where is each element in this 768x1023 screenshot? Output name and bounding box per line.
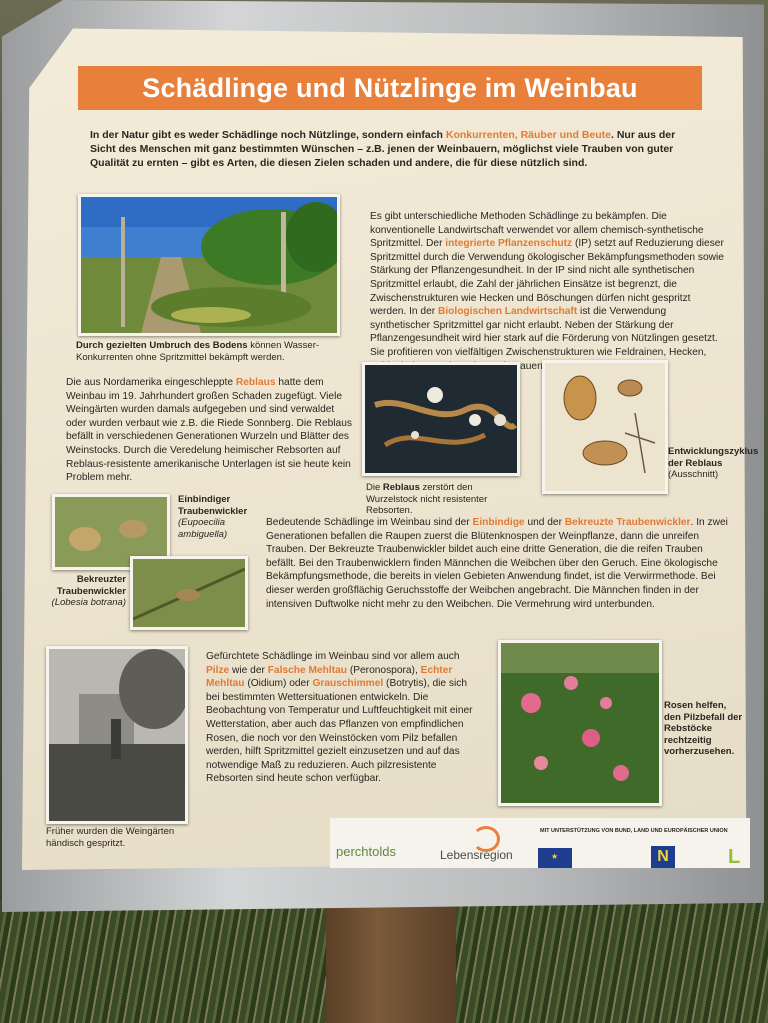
methods-p1: Es gibt unterschiedliche Methoden Schädlinge zu bekämpfen. Die konventionelle Landwirtschaft verwendet vor allem chemisch-synthetische Spritzmittel. Der — [370, 211, 704, 250]
wooden-post — [326, 905, 456, 1023]
caption-old: Früher wurden die Weingärten händisch gespritzt. — [46, 826, 175, 849]
perchtolds-logo: perchtolds — [336, 844, 396, 859]
pilze-text — [206, 650, 482, 786]
methods-hl-ip: integrierte Pflanzenschutz — [445, 238, 573, 250]
bekreuzter-wickler-photo — [130, 556, 248, 630]
caption-cycle-bold: Entwicklungszyklus der Reblaus — [668, 446, 759, 469]
support-text: MIT UNTERSTÜTZUNG VON BUND, LAND UND EUROPÄISCHER UNION — [540, 828, 728, 834]
reblaus-text — [66, 376, 352, 485]
caption-soil-rest: können Wasser-Konkurrenten ohne Spritzmittel bekämpft werden. — [76, 340, 320, 363]
pilze-hl3: Echter Mehltau — [206, 664, 453, 690]
pilze-p2: wie der — [229, 664, 268, 676]
roses-photo — [498, 640, 662, 806]
intro-highlight: Konkurrenten, Räuber und Beute — [445, 129, 611, 141]
caption-cycle — [668, 446, 759, 481]
caption-roots-rest: zerstört den Wurzelstock nicht resistenter Rebsorten. — [366, 482, 488, 516]
wickler-p2: und der — [524, 517, 565, 528]
roots-photo — [362, 362, 520, 476]
noe-logo: N — [651, 846, 675, 868]
intro-part1: In der Natur gibt es weder Schädlinge noch Nützlinge, sondern einfach — [90, 129, 446, 141]
reblaus-cycle-illustration — [542, 360, 668, 494]
methods-hl-bio: Biologischen Landwirtschaft — [437, 306, 578, 318]
reblaus-hl: Reblaus — [235, 377, 276, 388]
pilze-p3: (Peronospora), — [347, 664, 421, 676]
caption-roots-pre: Die — [366, 482, 383, 493]
caption-soil-bold: Durch gezielten Umbruch des Bodens — [76, 340, 248, 351]
pilze-p1: Gefürchtete Schädlinge im Weinbau sind vor allem auch — [206, 651, 460, 662]
reblaus-p1: Die aus Nordamerika eingeschleppte — [66, 377, 236, 388]
pilze-p4: (Oidium) oder — [244, 678, 313, 690]
pilze-hl2: Falsche Mehltau — [267, 664, 347, 676]
wickler-text — [266, 516, 730, 611]
methods-p3: ist die Verwendung synthetischer Spritzmittel gar nicht erlaubt. Neben der Stärkung der Pflanzengesundheit wird hier stark auf die Förderung von Nützlingen gesetzt. Sie profitieren von vielfältigen Zwischenstrukturen wie Feldrainen, Hecken, — [370, 306, 718, 358]
lebensregion-logo: Lebensregion — [440, 848, 513, 862]
wickler-hl2: Bekreuzte Traubenwickler — [564, 517, 691, 528]
pilze-p5: (Botrytis), die sich bei bestimmten Wettersituationen entwickeln. Die Beobachtung von Temperatur und Luftfeuchtigkeit mit einer Wetterstation, aber auch das Pflanzen von empfindlichen Rosen, die noch vor den Weinstöcken vom Pilz befallen werden, hilft Spritzmittel gezielt einzusetzen und auf das notwendige Maß zu reduzieren. Auch pilzresistente Rebsorten sind heute schon verfügbar. — [206, 678, 473, 785]
methods-text — [370, 210, 726, 373]
label-bekreuzt-name: Bekreuzter Traubenwickler — [56, 574, 126, 597]
intro-part2: . Nur aus der Sicht des Menschen mit ganz bestimmten Wünschen – z.B. jenen der Weinbauern, möglichst viele Trauben von guter Qualität zu ernten – gibt es Arten, die diesen Zielen schaden und andere, die für diese nützlich sind. — [90, 129, 676, 169]
eu-flag-icon: ★ — [538, 848, 572, 868]
label-einbindig-latin: (Eupoecilia ambiguella) — [178, 517, 228, 540]
sign-title: Schädlinge und Nützlinge im Weinbau — [142, 73, 638, 103]
label-bekreuzt — [50, 574, 126, 609]
caption-roses: Rosen helfen, den Pilzbefall der Rebstöcke rechtzeitig vorherzusehen. — [664, 700, 743, 757]
label-einbindig — [178, 494, 258, 540]
label-bekreuzt-latin: (Lobesia botrana) — [51, 597, 126, 608]
pilze-hl4: Grauschimmel — [312, 678, 384, 690]
reblaus-p2: hatte dem Weinbau im 19. Jahrhundert großen Schaden zugefügt. Viele Weingärten wurden damals aufgegeben und sind verwaldet oder wurden verbaut wie z.B. die Riede Sonnberg. Die Reblaus befällt in verschiedenen Generationen Wurzeln und Blätter des Weinstocks. Durch die Veredelung heimischer Rebsorten auf Reblaus-resistente amerikanische Unterlagen ist sie heute kein Problem mehr. — [66, 377, 352, 484]
pilze-hl1: Pilze — [206, 664, 230, 676]
methods-p2: (IP) setzt auf Reduzierung dieser Spritzmittel durch die Verwendung ökologischer Bekämpfungsmethoden sowie Stärkung der Pflanzengesundheit. In der IP sind nicht alle synthetischen Spritzmittel erlaubt, die Zahl der jährlichen Einsätze ist begrenzt, die Zwischenstrukturen wie Hecken und Böschungen dürfen nicht gespritzt werden. In der — [370, 238, 724, 318]
caption-roots — [366, 482, 526, 517]
caption-cycle-rest: (Ausschnitt) — [668, 469, 719, 480]
intro-text — [90, 128, 700, 170]
historic-spraying-photo — [46, 646, 188, 824]
caption-roots-bold: Reblaus — [382, 482, 420, 493]
wickler-hl1: Einbindige — [472, 517, 525, 528]
wickler-p3: . In zwei Generationen befallen die Raupen zuerst die Blütenknospen der Weinpflanze, dann die unreifen Trauben. Der Bekreuzte Traubenwickler bildet auch eine dritte Generation, die die reifen Trauben befällt. Bei den Traubenwicklern finden Männchen die Weibchen über den Geruch. Eine ökologische Bekämpfungsmethode, die bereits in vielen Gebieten Anwendung findet, ist die Verwirrmethode. Bei dieser werden großflächig Geruchsstoffe der Weibchen angebracht. Die Männchen finden in der intensiven Duftwolke nicht mehr zu den Weibchen. Die Vermehrung wird unterbunden. — [266, 517, 728, 610]
wickler-p1: Bedeutende Schädlinge im Weinbau sind der — [266, 517, 473, 528]
label-einbindig-name: Einbindiger Traubenwickler — [178, 494, 248, 517]
leader-logo: L — [728, 846, 741, 868]
vineyard-photo — [78, 194, 340, 336]
caption-soil — [76, 340, 346, 363]
